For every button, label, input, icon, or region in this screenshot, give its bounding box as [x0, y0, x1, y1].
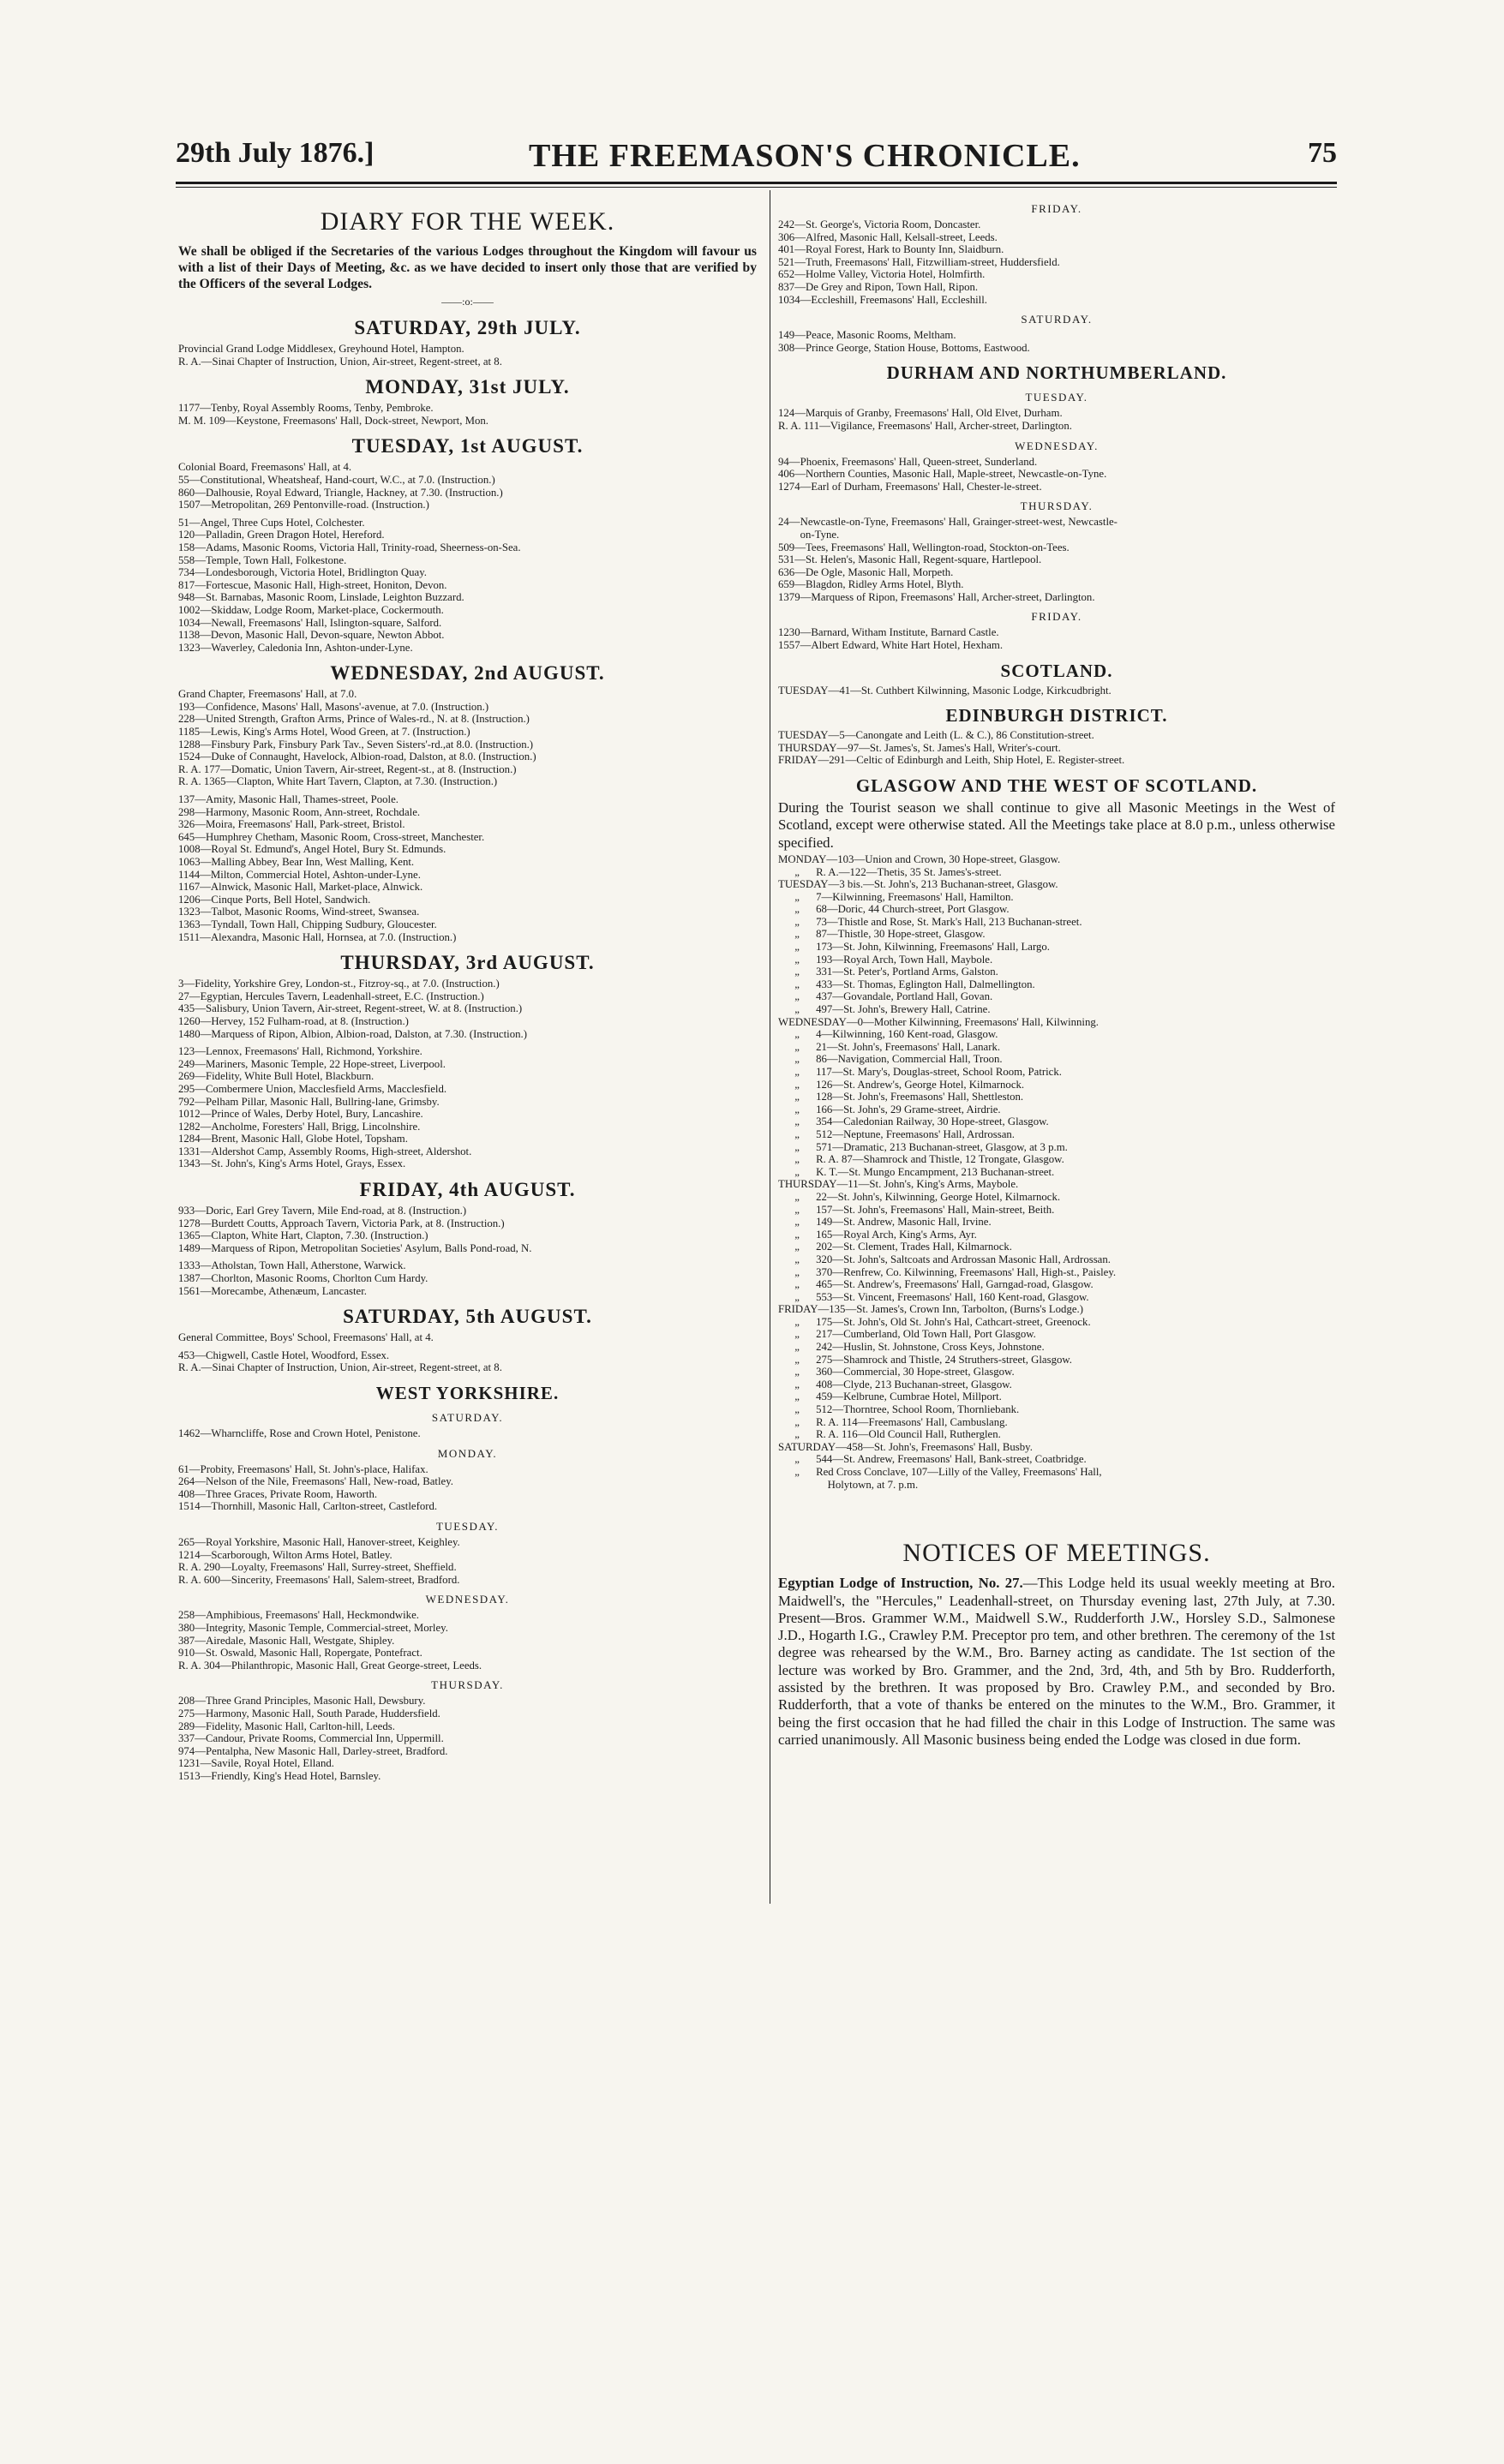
list-item: 1177—Tenby, Royal Assembly Rooms, Tenby, Pembroke. [178, 402, 434, 415]
list-item: FRIDAY—135—St. James's, Crown Inn, Tarbolton, (Burns's Lodge.) [778, 1303, 1083, 1316]
list-item: SATURDAY—458—St. John's, Freemasons' Hall, Busby. [778, 1440, 1033, 1453]
list-item: 1034—Newall, Freemasons' Hall, Islington-square, Salford. [178, 616, 442, 629]
day-subheading: TUESDAY. [435, 1519, 500, 1533]
list-item: 1365—Clapton, White Hart, Clapton, 7.30. (Instruction.) [178, 1229, 428, 1242]
list-item: „ 173—St. John, Kilwinning, Freemasons' Hall, Largo. [778, 941, 1050, 954]
glasgow-intro: During the Tourist season we shall continue to give all Masonic Meetings in the West of Scotland, except were otherwise stated. All the Meetings take place at 8.0 p.m., unless otherwise specified. [778, 799, 1335, 851]
section-separator: ——:o:—— [441, 296, 494, 308]
list-item: 242—St. George's, Victoria Room, Doncaster. [778, 218, 981, 230]
list-item: „ R. A. 114—Freemasons' Hall, Cambuslang. [778, 1415, 1008, 1428]
list-item: 1514—Thornhill, Masonic Hall, Carlton-street, Castleford. [178, 1500, 438, 1513]
list-item: 1387—Chorlton, Masonic Rooms, Chorlton Cum Hardy. [178, 1272, 428, 1285]
lodge-list [178, 978, 757, 1170]
lodge-list [178, 1463, 757, 1513]
list-item: „ 217—Cumberland, Old Town Hall, Port Glasgow. [778, 1328, 1036, 1341]
list-item: 1260—Hervey, 152 Fulham-road, at 8. (Instruction.) [178, 1014, 409, 1027]
list-item: R. A.—Sinai Chapter of Instruction, Union, Air-street, Regent-street, at 8. [178, 355, 502, 368]
list-item: „ 4—Kilwinning, 160 Kent-road, Glasgow. [778, 1028, 998, 1041]
list-item: 306—Alfred, Masonic Hall, Kelsall-street, Leeds. [778, 230, 998, 243]
list-item: 1063—Malling Abbey, Bear Inn, West Malling, Kent. [178, 856, 415, 868]
diary-title: DIARY FOR THE WEEK. [320, 207, 615, 236]
day-subheading: MONDAY. [437, 1446, 498, 1460]
list-item: „ 512—Thorntree, School Room, Thornliebank. [778, 1403, 1020, 1416]
list-item: „ R. A. 87—Shamrock and Thistle, 12 Trongate, Glasgow. [778, 1153, 1064, 1166]
day-subheading: TUESDAY. [1025, 391, 1088, 404]
lodge-list [778, 218, 1335, 306]
list-item: 1284—Brent, Masonic Hall, Globe Hotel, Topsham. [178, 1133, 408, 1145]
region-heading: DURHAM AND NORTHUMBERLAND. [886, 362, 1227, 384]
list-item: 974—Pentalpha, New Masonic Hall, Darley-street, Bradford. [178, 1744, 448, 1757]
list-item: 1489—Marquess of Ripon, Metropolitan Societies' Asylum, Balls Pond-road, N. [178, 1241, 532, 1254]
list-item: „ 166—St. John's, 29 Grame-street, Airdrie. [778, 1103, 1001, 1115]
list-item: 817—Fortescue, Masonic Hall, High-street, Honiton, Devon. [178, 578, 447, 591]
list-item: 27—Egyptian, Hercules Tavern, Leadenhall-street, E.C. (Instruction.) [178, 990, 484, 1002]
lodge-list [178, 1205, 757, 1297]
list-item: „ 21—St. John's, Freemasons' Hall, Lanark. [778, 1040, 1001, 1053]
list-item: „ 512—Neptune, Freemasons' Hall, Ardrossan. [778, 1127, 1015, 1140]
lodge-list [778, 685, 1335, 697]
list-item: 24—Newcastle-on-Tyne, Freemasons' Hall, Grainger-street-west, Newcastle- [778, 516, 1118, 529]
list-item: 1323—Waverley, Caledonia Inn, Ashton-under-Lyne. [178, 641, 413, 654]
list-item: 1379—Marquess of Ripon, Freemasons' Hall, Archer-street, Darlington. [778, 590, 1095, 603]
list-item: 1206—Cinque Ports, Bell Hotel, Sandwich. [178, 893, 371, 906]
list-item: 1167—Alnwick, Masonic Hall, Market-place, Alnwick. [178, 881, 423, 894]
list-item: 1331—Aldershot Camp, Assembly Rooms, High-street, Aldershot. [178, 1145, 472, 1157]
list-item: „ 175—St. John's, Old St. John's Hal, Cathcart-street, Greenock. [778, 1315, 1091, 1328]
lodge-list [178, 343, 757, 368]
list-item: 1561—Morecambe, Athenæum, Lancaster. [178, 1284, 367, 1297]
list-item: 289—Fidelity, Masonic Hall, Carlton-hill, Leeds. [178, 1719, 395, 1732]
list-item: 1480—Marquess of Ripon, Albion, Albion-road, Dalston, at 7.30. (Instruction.) [178, 1027, 527, 1040]
list-item: on-Tyne. [778, 528, 840, 541]
header-rule [176, 182, 1337, 184]
list-item: 275—Harmony, Masonic Hall, South Parade, Huddersfield. [178, 1707, 440, 1719]
list-item: 792—Pelham Pillar, Masonic Hall, Bullring-lane, Grimsby. [178, 1095, 440, 1108]
lodge-list [178, 688, 757, 943]
list-item: „ R. A. 116—Old Council Hall, Rutherglen. [778, 1428, 1001, 1441]
list-item: „ 126—St. Andrew's, George Hotel, Kilmarnock. [778, 1078, 1025, 1091]
list-item: 149—Peace, Masonic Rooms, Meltham. [778, 329, 956, 342]
list-item: R. A. 111—Vigilance, Freemasons' Hall, Archer-street, Darlington. [778, 419, 1072, 432]
region-heading: SCOTLAND. [1000, 660, 1113, 681]
list-item: MONDAY—103—Union and Crown, 30 Hope-street, Glasgow. [778, 852, 1061, 865]
list-item: „ 157—St. John's, Freemasons' Hall, Main-street, Beith. [778, 1203, 1055, 1216]
list-item: „ 360—Commercial, 30 Hope-street, Glasgow. [778, 1366, 1015, 1379]
list-item: TUESDAY—41—St. Cuthbert Kilwinning, Masonic Lodge, Kirkcudbright. [778, 684, 1112, 697]
list-item: 269—Fidelity, White Bull Hotel, Blackburn. [178, 1070, 375, 1083]
day-heading: WEDNESDAY, 2nd AUGUST. [330, 662, 605, 685]
list-item: 435—Salisbury, Union Tavern, Air-street, Regent-street, W. at 8. (Instruction.) [178, 1002, 523, 1015]
list-item: 1288—Finsbury Park, Finsbury Park Tav., Seven Sisters'-rd.,at 8.0. (Instruction.) [178, 738, 534, 751]
list-item: „ 497—St. John's, Brewery Hall, Catrine. [778, 1003, 991, 1016]
day-heading: THURSDAY, 3rd AUGUST. [340, 952, 595, 974]
list-item: THURSDAY—11—St. John's, King's Arms, Maybole. [778, 1178, 1019, 1191]
list-item: 120—Palladin, Green Dragon Hotel, Hereford. [178, 529, 385, 541]
list-item: „ 87—Thistle, 30 Hope-street, Glasgow. [778, 928, 986, 941]
list-item: „ 275—Shamrock and Thistle, 24 Struthers-street, Glasgow. [778, 1353, 1072, 1366]
page-header [176, 137, 1337, 180]
lodge-list [778, 626, 1335, 651]
list-item: „ 22—St. John's, Kilwinning, George Hotel, Kilmarnock. [778, 1190, 1061, 1203]
list-item: 387—Airedale, Masonic Hall, Westgate, Shipley. [178, 1634, 395, 1647]
list-item: R. A.—Sinai Chapter of Instruction, Union, Air-street, Regent-street, at 8. [178, 1361, 502, 1374]
list-item: 51—Angel, Three Cups Hotel, Colchester. [178, 516, 365, 529]
lodge-list [778, 329, 1335, 354]
list-item: „ 331—St. Peter's, Portland Arms, Galston. [778, 966, 998, 978]
day-subheading: THURSDAY. [1020, 499, 1094, 513]
list-item: „ 437—Govandale, Portland Hall, Govan. [778, 990, 993, 1003]
list-item: Provincial Grand Lodge Middlesex, Greyhound Hotel, Hampton. [178, 343, 464, 355]
lodge-list [178, 461, 757, 654]
list-item: 1557—Albert Edward, White Hart Hotel, Hexham. [778, 639, 1004, 652]
list-item: 1138—Devon, Masonic Hall, Devon-square, Newton Abbot. [178, 629, 445, 642]
list-item: 337—Candour, Private Rooms, Commercial Inn, Uppermill. [178, 1732, 444, 1745]
day-heading: SATURDAY, 5th AUGUST. [343, 1306, 592, 1328]
list-item: „ 73—Thistle and Rose, St. Mark's Hall, 213 Buchanan-street. [778, 915, 1082, 928]
list-item: „ 408—Clyde, 213 Buchanan-street, Glasgow. [778, 1378, 1012, 1390]
list-item: 558—Temple, Town Hall, Folkestone. [178, 553, 347, 566]
list-item: 1278—Burdett Coutts, Approach Tavern, Victoria Park, at 8. (Instruction.) [178, 1217, 505, 1229]
list-item: 249—Mariners, Masonic Temple, 22 Hope-street, Liverpool. [178, 1057, 446, 1070]
notices-title: NOTICES OF MEETINGS. [902, 1539, 1211, 1568]
left-column [178, 195, 757, 1782]
list-item: 860—Dalhousie, Royal Edward, Triangle, Hackney, at 7.30. (Instruction.) [178, 486, 503, 499]
list-item: „ R. A.—122—Thetis, 35 St. James's-street. [778, 865, 1002, 878]
notice-body: —This Lodge held its usual weekly meeting at Bro. Maidwell's, the "Hercules," Leadenhall-street, on Thursday evening last, 27th July, at 7.30. Present—Bros. Grammer W.M., Maidwell S.W., Rudderforth J.W., Horsley S.D., Salmonese J.D., Hogarth I.G., Crawley P.M. Preceptor pro tem, and other brethren. The ceremony of the 1st degree was rehearsed by the W.M., Bro. Barney acting as candidate. The 1st section of the lecture was worked by Bro. Grammer, and the 2nd, 3rd, 4th, and 5th by Bro. Rudderforth, assisted by the brethren. It was proposed by Bro. Crawley P.M., and seconded by Bro. Rudderforth, that a vote of thanks be entered on the minutes to the W.M., Bro. Grammer, it being the first occasion that he had filled the chair in this Lodge of Instruction. The same was carried unanimously. All Masonic business being ended the Lodge was closed in due form. [778, 1575, 1335, 1748]
list-item: 61—Probity, Freemasons' Hall, St. John's-place, Halifax. [178, 1462, 428, 1475]
list-item: „ 202—St. Clement, Trades Hall, Kilmarnock. [778, 1241, 1012, 1253]
list-item: „ 193—Royal Arch, Town Hall, Maybole. [778, 953, 993, 966]
lodge-list [178, 1536, 757, 1586]
list-item: „ 128—St. John's, Freemasons' Hall, Shettleston. [778, 1091, 1024, 1103]
day-subheading: FRIDAY. [1031, 610, 1082, 624]
list-item: 265—Royal Yorkshire, Masonic Hall, Hanover-street, Keighley. [178, 1535, 460, 1548]
list-item: 1524—Duke of Connaught, Havelock, Albion-road, Dalston, at 8.0. (Instruction.) [178, 751, 536, 763]
day-subheading: FRIDAY. [1031, 202, 1082, 215]
list-item: 258—Amphibious, Freemasons' Hall, Heckmondwike. [178, 1609, 419, 1622]
diary-intro: We shall be obliged if the Secretaries of the various Lodges throughout the Kingdom will favour us with a list of their Days of Meeting, &c. as we have decided to insert only those that are verified by the Officers of the several Lodges. [178, 244, 757, 291]
list-item: 1511—Alexandra, Masonic Hall, Hornsea, at 7.0. (Instruction.) [178, 930, 457, 943]
page-number: 75 [1308, 137, 1337, 169]
list-item: 401—Royal Forest, Hark to Bounty Inn, Slaidburn. [778, 243, 1004, 256]
list-item: „ 86—Navigation, Commercial Hall, Troon. [778, 1053, 1003, 1066]
list-item: 55—Constitutional, Wheatsheaf, Hand-court, W.C., at 7.0. (Instruction.) [178, 473, 495, 486]
list-item: 910—St. Oswald, Masonic Hall, Ropergate, Pontefract. [178, 1647, 422, 1660]
lodge-list [778, 853, 1335, 1491]
day-subheading: SATURDAY. [1021, 313, 1093, 326]
list-item: 1282—Ancholme, Foresters' Hall, Brigg, Lincolnshire. [178, 1120, 421, 1133]
list-item: 298—Harmony, Masonic Room, Ann-street, Rochdale. [178, 805, 421, 818]
list-item: R. A. 600—Sincerity, Freemasons' Hall, Salem-street, Bradford. [178, 1573, 460, 1586]
list-item: 1507—Metropolitan, 269 Pentonville-road. (Instruction.) [178, 499, 429, 511]
day-subheading: SATURDAY. [431, 1411, 504, 1424]
list-item: „ 354—Caledonian Railway, 30 Hope-street, Glasgow. [778, 1115, 1049, 1128]
list-item: 123—Lennox, Freemasons' Hall, Richmond, Yorkshire. [178, 1045, 422, 1058]
issue-date: 29th July 1876.] [176, 137, 375, 169]
list-item: „ K. T.—St. Mungo Encampment, 213 Buchanan-street. [778, 1165, 1055, 1178]
list-item: „ Red Cross Conclave, 107—Lilly of the Valley, Freemasons' Hall, [778, 1466, 1102, 1479]
day-heading: TUESDAY, 1st AUGUST. [351, 435, 584, 458]
list-item: 406—Northern Counties, Masonic Hall, Maple-street, Newcastle-on-Tyne. [778, 468, 1107, 481]
list-item: TUESDAY—5—Canongate and Leith (L. & C.), 86 Constitution-street. [778, 729, 1094, 742]
lodge-list [178, 1609, 757, 1672]
list-item: 645—Humphrey Chetham, Masonic Room, Cross-street, Manchester. [178, 830, 485, 843]
right-column [778, 195, 1335, 1750]
notice-paragraph [778, 1575, 1335, 1749]
day-heading: MONDAY, 31st JULY. [365, 376, 570, 398]
list-item: 1144—Milton, Commercial Hotel, Ashton-under-Lyne. [178, 868, 421, 881]
list-item: 734—Londesborough, Victoria Hotel, Bridlington Quay. [178, 566, 427, 579]
list-item: 453—Chigwell, Castle Hotel, Woodford, Essex. [178, 1349, 390, 1361]
list-item: Grand Chapter, Freemasons' Hall, at 7.0. [178, 688, 357, 701]
list-item: 636—De Ogle, Masonic Hall, Morpeth. [778, 565, 954, 578]
lodge-list [778, 407, 1335, 432]
region-heading: GLASGOW AND THE WEST OF SCOTLAND. [855, 775, 1258, 797]
list-item: 659—Blagdon, Ridley Arms Hotel, Blyth. [778, 578, 964, 591]
list-item: 264—Nelson of the Nile, Freemasons' Hall, New-road, Batley. [178, 1475, 453, 1488]
list-item: 308—Prince George, Station House, Bottoms, Eastwood. [778, 341, 1030, 354]
list-item: „ 571—Dramatic, 213 Buchanan-street, Glasgow, at 3 p.m. [778, 1140, 1068, 1153]
list-item: 509—Tees, Freemasons' Hall, Wellington-road, Stockton-on-Tees. [778, 541, 1070, 553]
list-item: 948—St. Barnabas, Masonic Room, Linslade, Leighton Buzzard. [178, 591, 464, 604]
lodge-list [778, 456, 1335, 493]
list-item: 1513—Friendly, King's Head Hotel, Barnsley. [178, 1769, 381, 1782]
list-item: 1231—Savile, Royal Hotel, Elland. [178, 1757, 334, 1770]
list-item: 1185—Lewis, King's Arms Hotel, Wood Green, at 7. (Instruction.) [178, 726, 470, 739]
list-item: 1462—Wharncliffe, Rose and Crown Hotel, Penistone. [178, 1427, 421, 1439]
list-item: „ 149—St. Andrew, Masonic Hall, Irvine. [778, 1216, 992, 1229]
day-subheading: WEDNESDAY. [425, 1593, 510, 1606]
day-subheading: THURSDAY. [431, 1678, 504, 1692]
list-item: Holytown, at 7. p.m. [778, 1478, 919, 1491]
day-subheading: WEDNESDAY. [1015, 439, 1099, 452]
list-item: FRIDAY—291—Celtic of Edinburgh and Leith, Ship Hotel, E. Register-street. [778, 754, 1125, 767]
list-item: General Committee, Boys' School, Freemasons' Hall, at 4. [178, 1331, 434, 1344]
region-heading: WEST YORKSHIRE. [375, 1383, 560, 1403]
list-item: 1002—Skiddaw, Lodge Room, Market-place, Cockermouth. [178, 603, 444, 616]
list-item: 3—Fidelity, Yorkshire Grey, London-st., Fitzroy-sq., at 7.0. (Instruction.) [178, 978, 500, 990]
list-item: R. A. 1365—Clapton, White Hart Tavern, Clapton, at 7.30. (Instruction.) [178, 775, 498, 788]
list-item: 1012—Prince of Wales, Derby Hotel, Bury, Lancashire. [178, 1108, 423, 1121]
list-item: „ 459—Kelbrune, Cumbrae Hotel, Millport. [778, 1390, 1002, 1403]
list-item: 837—De Grey and Ripon, Town Hall, Ripon. [778, 280, 979, 293]
lodge-list [178, 1427, 757, 1440]
list-item: 1363—Tyndall, Town Hall, Chipping Sudbury, Gloucester. [178, 918, 437, 930]
list-item: „ 553—St. Vincent, Freemasons' Hall, 160 Kent-road, Glasgow. [778, 1290, 1089, 1303]
list-item: 326—Moira, Freemasons' Hall, Park-street, Bristol. [178, 818, 405, 831]
list-item: 1274—Earl of Durham, Freemasons' Hall, Chester-le-street. [778, 480, 1042, 493]
list-item: „ 465—St. Andrew's, Freemasons' Hall, Garngad-road, Glasgow. [778, 1278, 1094, 1291]
list-item: WEDNESDAY—0—Mother Kilwinning, Freemasons' Hall, Kilwinning. [778, 1015, 1099, 1028]
list-item: 295—Combermere Union, Macclesfield Arms, Macclesfield. [178, 1082, 447, 1095]
lodge-list [178, 1331, 757, 1374]
list-item: 228—United Strength, Grafton Arms, Prince of Wales-rd., N. at 8. (Instruction.) [178, 713, 530, 726]
list-item: 652—Holme Valley, Victoria Hotel, Holmfirth. [778, 268, 986, 281]
list-item: 1333—Atholstan, Town Hall, Atherstone, Warwick. [178, 1259, 406, 1272]
list-item: 137—Amity, Masonic Hall, Thames-street, Poole. [178, 793, 398, 806]
list-item: 193—Confidence, Masons' Hall, Masons'-avenue, at 7.0. (Instruction.) [178, 700, 489, 713]
list-item: 124—Marquis of Granby, Freemasons' Hall, Old Elvet, Durham. [778, 407, 1063, 420]
list-item: „ 242—Huslin, St. Johnstone, Cross Keys, Johnstone. [778, 1341, 1045, 1354]
list-item: „ 165—Royal Arch, King's Arms, Ayr. [778, 1228, 977, 1241]
list-item: R. A. 304—Philanthropic, Masonic Hall, Great George-street, Leeds. [178, 1659, 482, 1672]
list-item: 531—St. Helen's, Masonic Hall, Regent-square, Hartlepool. [778, 553, 1042, 566]
lodge-list [178, 1695, 757, 1782]
list-item: 521—Truth, Freemasons' Hall, Fitzwilliam-street, Huddersfield. [778, 255, 1060, 268]
day-heading: FRIDAY, 4th AUGUST. [359, 1179, 576, 1201]
list-item: R. A. 177—Domatic, Union Tavern, Air-street, Regent-st., at 8. (Instruction.) [178, 763, 517, 775]
list-item: M. M. 109—Keystone, Freemasons' Hall, Dock-street, Newport, Mon. [178, 414, 488, 427]
day-heading: SATURDAY, 29th JULY. [354, 317, 581, 338]
lodge-list [178, 402, 757, 427]
list-item: 1230—Barnard, Witham Institute, Barnard Castle. [778, 626, 999, 639]
list-item: 1343—St. John's, King's Arms Hotel, Grays, Essex. [178, 1157, 406, 1170]
publication-title: THE FREEMASON'S CHRONICLE. [529, 138, 1081, 174]
list-item: 380—Integrity, Masonic Temple, Commercial-street, Morley. [178, 1621, 448, 1634]
list-item: R. A. 290—Loyalty, Freemasons' Hall, Surrey-street, Sheffield. [178, 1561, 457, 1574]
list-item: TUESDAY—3 bis.—St. John's, 213 Buchanan-street, Glasgow. [778, 878, 1058, 891]
list-item: 1008—Royal St. Edmund's, Angel Hotel, Bury St. Edmunds. [178, 843, 446, 856]
list-item: „ 117—St. Mary's, Douglas-street, School Room, Patrick. [778, 1066, 1062, 1079]
list-item: 1323—Talbot, Masonic Rooms, Wind-street, Swansea. [178, 906, 420, 918]
list-item: „ 433—St. Thomas, Eglington Hall, Dalmellington. [778, 978, 1035, 990]
lodge-list [778, 516, 1335, 603]
list-item: 208—Three Grand Principles, Masonic Hall, Dewsbury. [178, 1695, 426, 1707]
list-item: Colonial Board, Freemasons' Hall, at 4. [178, 461, 352, 474]
list-item: „ 68—Doric, 44 Church-street, Port Glasgow. [778, 903, 1010, 916]
list-item: 1034—Eccleshill, Freemasons' Hall, Eccleshill. [778, 293, 987, 306]
list-item: „ 7—Kilwinning, Freemasons' Hall, Hamilton. [778, 890, 1014, 903]
lodge-list [778, 729, 1335, 767]
list-item: „ 320—St. John's, Saltcoats and Ardrossan Masonic Hall, Ardrossan. [778, 1253, 1111, 1265]
list-item: THURSDAY—97—St. James's, St. James's Hall, Writer's-court. [778, 741, 1061, 754]
list-item: „ 544—St. Andrew, Freemasons' Hall, Bank-street, Coatbridge. [778, 1453, 1087, 1466]
list-item: 1214—Scarborough, Wilton Arms Hotel, Batley. [178, 1548, 392, 1561]
list-item: 933—Doric, Earl Grey Tavern, Mile End-road, at 8. (Instruction.) [178, 1205, 467, 1217]
list-item: 158—Adams, Masonic Rooms, Victoria Hall, Trinity-road, Sheerness-on-Sea. [178, 541, 521, 553]
region-heading: EDINBURGH DISTRICT. [945, 705, 1168, 727]
list-item: „ 370—Renfrew, Co. Kilwinning, Freemasons' Hall, High-st., Paisley. [778, 1265, 1117, 1278]
notice-lead: Egyptian Lodge of Instruction, No. 27. [778, 1575, 1023, 1592]
list-item: 94—Phoenix, Freemasons' Hall, Queen-street, Sunderland. [778, 455, 1038, 468]
header-rule-thin [176, 187, 1337, 188]
list-item: 408—Three Graces, Private Room, Haworth. [178, 1487, 378, 1500]
